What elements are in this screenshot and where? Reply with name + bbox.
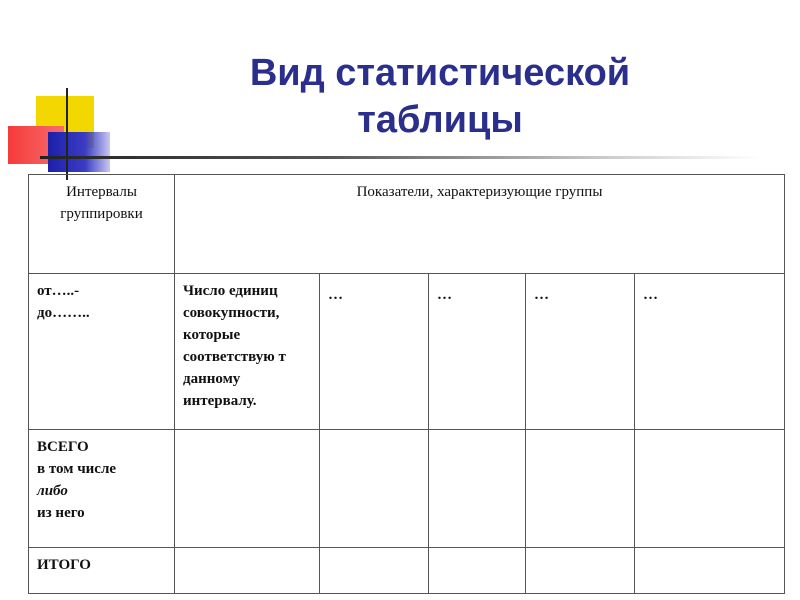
including-label: в том числе xyxy=(37,461,117,477)
of-which-label: из него xyxy=(37,505,85,521)
empty-cell xyxy=(175,430,320,548)
empty-cell xyxy=(175,548,320,594)
total-label: ВСЕГО xyxy=(37,439,89,455)
decor-vertical-line xyxy=(66,88,68,180)
header-indicators-cell xyxy=(175,175,785,274)
interval-label-cell xyxy=(29,274,175,430)
indicator-cell xyxy=(526,274,635,430)
indicator-cell xyxy=(320,274,429,430)
header-indicators-label: Показатели, характеризующие группы xyxy=(356,184,603,200)
empty-cell xyxy=(526,430,635,548)
units-count-cell xyxy=(175,274,320,430)
interval-to: до…….. xyxy=(37,305,90,321)
empty-cell xyxy=(429,430,526,548)
slide-title-line1: Вид статистической xyxy=(249,52,631,94)
table-row-total xyxy=(29,430,785,548)
table-row-result xyxy=(29,548,785,594)
header-intervals-label: Интервалы группировки xyxy=(60,184,143,222)
decor-horizontal-rule xyxy=(40,156,760,159)
empty-cell xyxy=(429,548,526,594)
decor-blue-square xyxy=(48,132,110,172)
ellipsis-2: … xyxy=(437,287,452,303)
slide-title-line2: таблицы xyxy=(357,99,523,141)
result-label: ИТОГО xyxy=(37,557,91,573)
units-count-text: Число единиц совокупности, которые соответствую т данному интервалу. xyxy=(183,283,286,409)
total-label-cell xyxy=(29,430,175,548)
statistical-table xyxy=(28,174,785,594)
empty-cell xyxy=(635,548,785,594)
slide-title xyxy=(140,50,740,144)
interval-from: от…..- xyxy=(37,283,80,299)
empty-cell xyxy=(635,430,785,548)
table-header-row xyxy=(29,175,785,274)
either-label: либо xyxy=(37,483,68,499)
result-label-cell xyxy=(29,548,175,594)
indicator-cell xyxy=(429,274,526,430)
indicator-cell xyxy=(635,274,785,430)
empty-cell xyxy=(526,548,635,594)
empty-cell xyxy=(320,430,429,548)
ellipsis-1: … xyxy=(328,287,343,303)
ellipsis-3: … xyxy=(534,287,549,303)
table-row-interval xyxy=(29,274,785,430)
header-intervals-cell xyxy=(29,175,175,274)
ellipsis-4: … xyxy=(643,287,658,303)
empty-cell xyxy=(320,548,429,594)
